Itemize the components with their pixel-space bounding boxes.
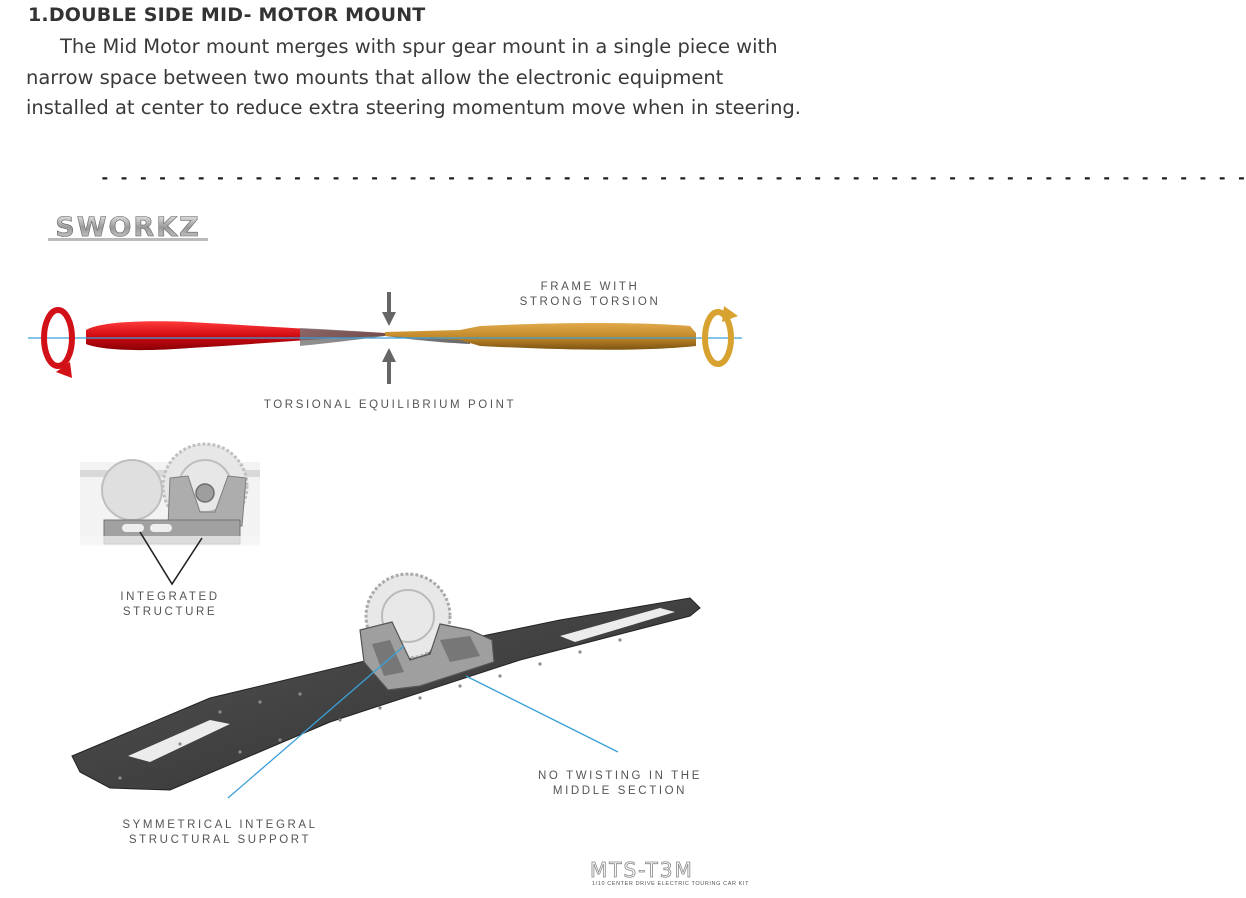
notwist-pointer-line bbox=[466, 676, 618, 752]
dashed-divider: - - - - - - - - - - - - - - - - - - - - - - - - - - - - - - - - - - - - - - - - - - - - - - - - - - - - - - - - - - - - bbox=[100, 168, 1246, 187]
equilibrium-bottom-arrow-icon bbox=[382, 348, 396, 384]
left-rotation-arrow-icon bbox=[44, 310, 72, 378]
caption-symm-line1: SYMMETRICAL INTEGRAL bbox=[122, 819, 318, 831]
caption-notwist-line2: MIDDLE SECTION bbox=[552, 785, 688, 797]
caption-frame-line2: STRONG TORSION bbox=[519, 296, 661, 308]
brand-logo-text: SWORKZ bbox=[55, 212, 201, 243]
caption-no-twisting bbox=[505, 769, 735, 799]
integrated-structure-inset bbox=[80, 444, 260, 546]
gold-frame-section bbox=[385, 323, 696, 350]
caption-symmetrical-support bbox=[100, 818, 340, 848]
caption-integrated-line2: STRUCTURE bbox=[122, 606, 218, 618]
caption-symm-line2: STRUCTURAL SUPPORT bbox=[128, 834, 312, 846]
caption-integrated-line1: INTEGRATED bbox=[120, 591, 220, 603]
section-heading: 1.DOUBLE SIDE MID- MOTOR MOUNT bbox=[28, 4, 426, 26]
section-body-text: The Mid Motor mount merges with spur gear mount in a single piece with narrow space between two mounts that allow the electronic equipment installed at center to reduce extra steering momentum move when in steering. bbox=[26, 35, 802, 119]
caption-torsional-equilibrium: TORSIONAL EQUILIBRIUM POINT bbox=[263, 399, 517, 411]
equilibrium-top-arrow-icon bbox=[382, 292, 396, 326]
caption-notwist-line1: NO TWISTING IN THE bbox=[538, 770, 702, 782]
caption-frame-line1: FRAME WITH bbox=[540, 281, 640, 293]
model-subtitle: 1/10 CENTER DRIVE ELECTRIC TOURING CAR KIT bbox=[592, 881, 750, 887]
model-name: MTS-T3M bbox=[590, 858, 694, 882]
caption-integrated-structure bbox=[100, 590, 240, 620]
caption-frame-strong-torsion bbox=[505, 280, 675, 310]
right-rotation-arrow-icon bbox=[705, 306, 738, 364]
